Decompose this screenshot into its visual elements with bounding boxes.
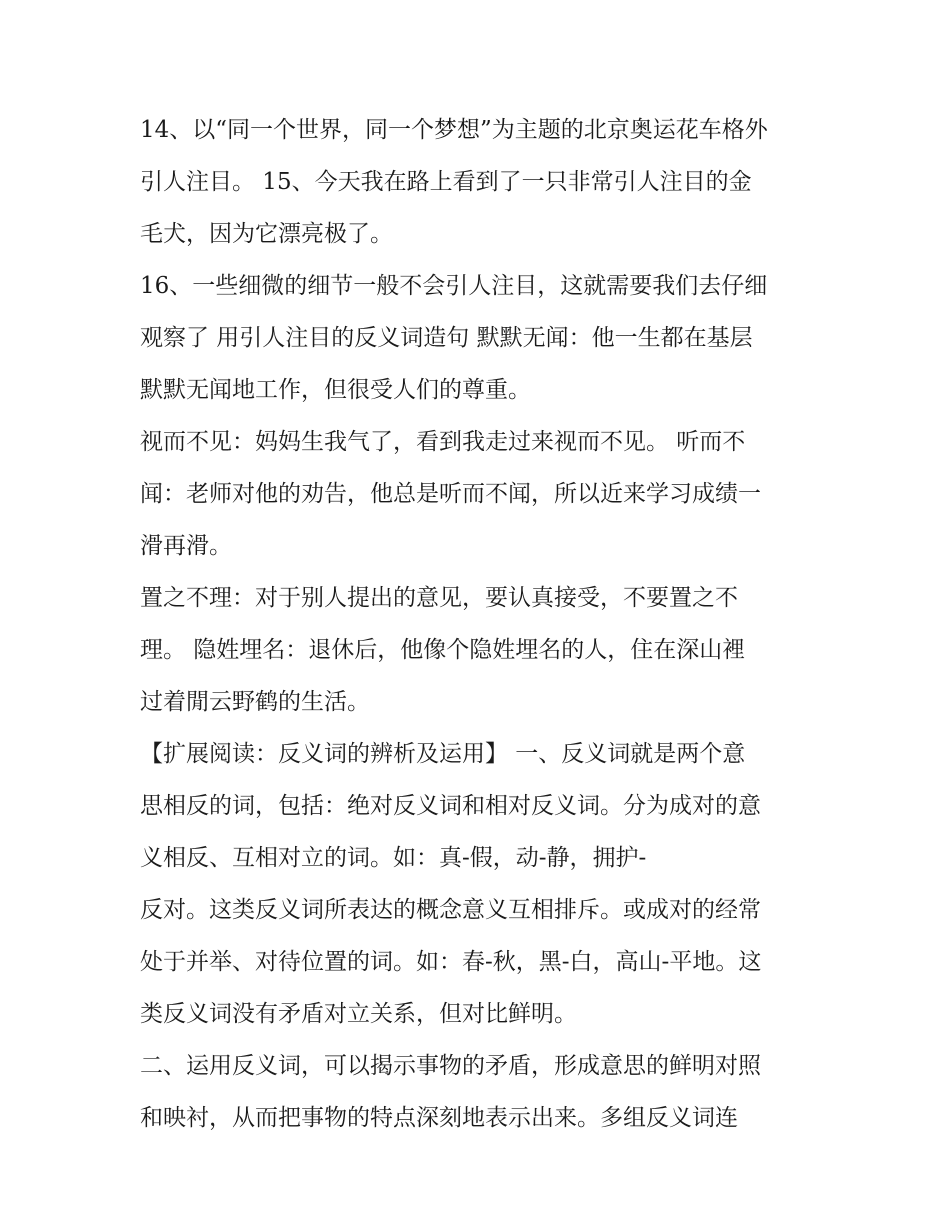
text-line: 观察了 用引人注目的反义词造句 默默无闻：他一生都在基层	[140, 325, 753, 351]
text-line: 和映衬，从而把事物的特点深刻地表示出来。多组反义词连	[140, 1105, 738, 1131]
text-line: 处于并举、对待位置的词。如：春-秋，黑-白，高山-平地。这	[140, 949, 762, 975]
text-line: 类反义词没有矛盾对立关系，但对比鲜明。	[140, 1001, 577, 1027]
document-body	[140, 104, 820, 1144]
text-line: 14、以“同一个世界，同一个梦想”为主题的北京奥运花车格外	[140, 117, 768, 143]
text-line: 义相反、互相对立的词。如：真-假，动-静，拥护-	[140, 845, 647, 871]
text-line: 理。 隐姓埋名：退休后，他像个隐姓埋名的人，住在深山裡	[140, 637, 746, 663]
text-line: 过着閒云野鹤的生活。	[140, 689, 370, 715]
text-line: 二、运用反义词，可以揭示事物的矛盾，形成意思的鲜明对照	[140, 1053, 761, 1079]
text-line: 16、一些细微的细节一般不会引人注目，这就需要我们去仔细	[140, 273, 768, 299]
text-line: 【扩展阅读：反义词的辨析及运用】 一、反义词就是两个意	[140, 741, 746, 767]
text-line: 置之不理：对于别人提出的意见，要认真接受，不要置之不	[140, 585, 738, 611]
text-line: 视而不见：妈妈生我气了，看到我走过来视而不见。 听而不	[140, 429, 746, 455]
text-line: 默默无闻地工作，但很受人们的尊重。	[140, 377, 531, 403]
text-line: 滑再滑。	[140, 533, 232, 559]
text-line: 闻：老师对他的劝告，他总是听而不闻，所以近来学习成绩一	[140, 481, 761, 507]
text-line: 毛犬，因为它漂亮极了。	[140, 221, 393, 247]
text-line: 反对。这类反义词所表达的概念意义互相排斥。或成对的经常	[140, 897, 761, 923]
text-line: 引人注目。 15、今天我在路上看到了一只非常引人注目的金	[140, 169, 752, 195]
text-line: 思相反的词，包括：绝对反义词和相对反义词。分为成对的意	[140, 793, 761, 819]
